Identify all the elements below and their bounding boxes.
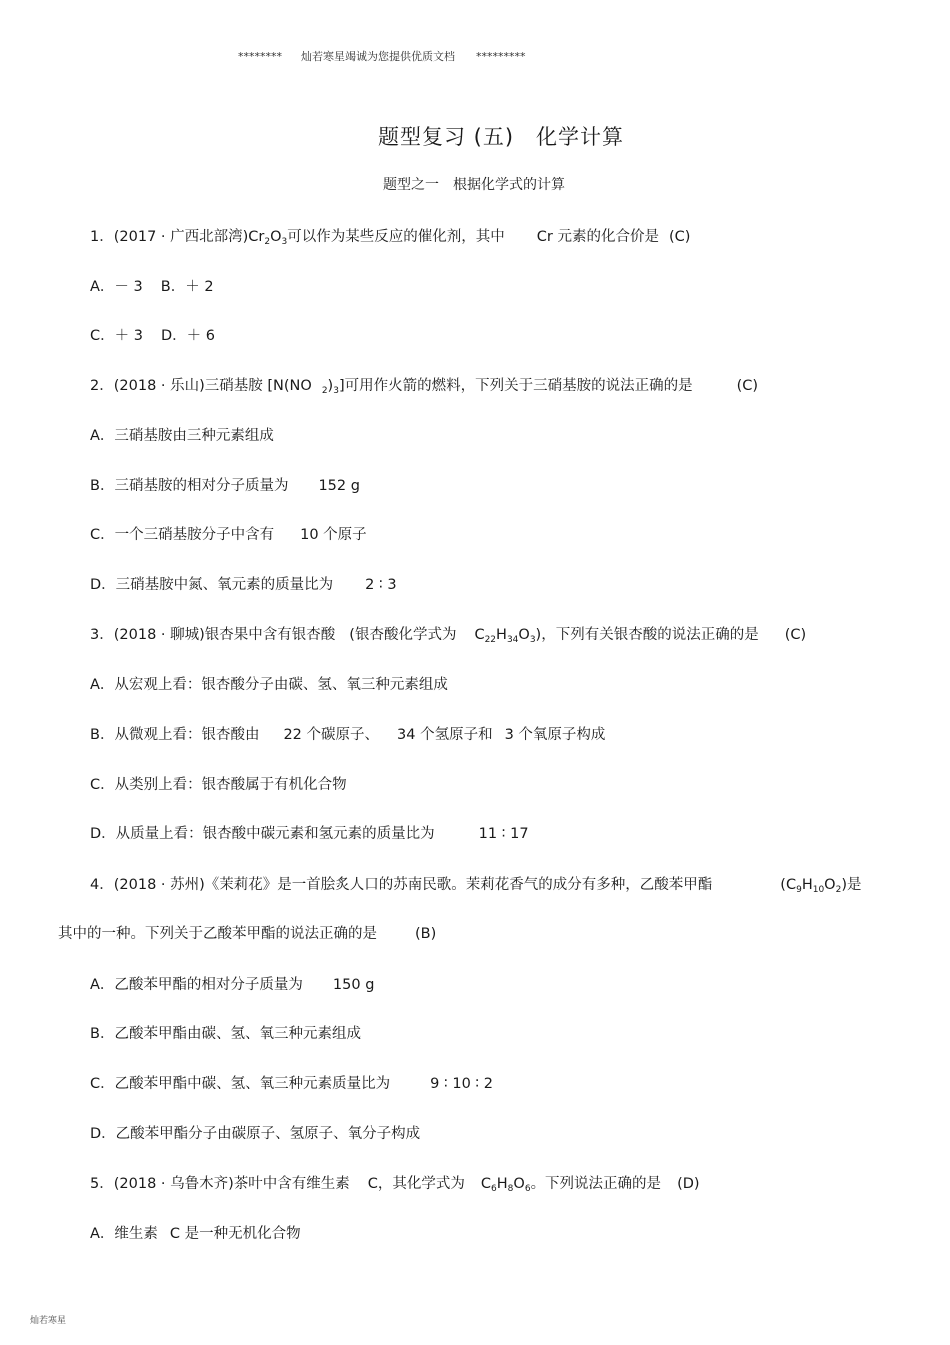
q2-option-a: A．三硝基胺由三种元素组成 [90,428,274,444]
q4-option-b: B．乙酸苯甲酯由碳、氢、氧三种元素组成 [90,1026,361,1042]
q1-options-cd: C．＋ 3 D．＋ 6 [90,328,215,344]
page-footer: 灿若寒星 [30,1316,67,1326]
answer: (C) [784,627,807,643]
question-3: 3．(2018 · 聊城)银杏果中含有银杏酸 (银杏酸化学式为 $C_{22}H_{34}O_3$)，下列有关银杏酸的说法正确的是 (C) [90,627,807,645]
question-4-continued: 其中的一种。下列关于乙酸苯甲酯的说法正确的是 (B) [58,926,437,942]
answer: (C) [668,229,691,245]
answer: (B) [415,926,437,942]
q2-option-d: D．三硝基胺中氮、氧元素的质量比为 2 ∶ 3 [90,577,397,593]
q3-option-b: B．从微观上看：银杏酸由 22 个碳原子、 34 个氢原子和 3 个氧原子构成 [90,727,606,743]
answer: (D) [677,1176,700,1192]
q3-option-d: D．从质量上看：银杏酸中碳元素和氢元素的质量比为 11 ∶ 17 [90,826,529,842]
question-1: 1．(2017 · 广西北部湾)$Cr_2O_3$可以作为某些反应的催化剂，其中 Cr 元素的化合价是 (C) [90,229,691,247]
q2-option-b: B．三硝基胺的相对分子质量为 152 g [90,478,360,494]
header-stars-right: ********* [476,50,526,63]
q1-options-ab: A．－ 3 B．＋ 2 [90,279,214,295]
header-text: 灿若寒星竭诚为您提供优质文档 [301,50,455,63]
q2-option-c: C．一个三硝基胺分子中含有 10 个原子 [90,527,367,543]
question-2: 2．(2018 · 乐山)三硝基胺 [N(NO $_2)_3$]可用作火箭的燃料，下列关于三硝基胺的说法正确的是 (C) [90,378,759,396]
q3-option-c: C．从类别上看：银杏酸属于有机化合物 [90,777,347,793]
answer: (C) [736,378,759,394]
header-stars-left: ******** [238,50,282,63]
q4-option-c: C．乙酸苯甲酯中碳、氢、氧三种元素质量比为 9 ∶ 10 ∶ 2 [90,1076,494,1092]
q5-option-a: A．维生素 C 是一种无机化合物 [90,1226,301,1242]
q3-option-a: A．从宏观上看：银杏酸分子由碳、氢、氧三种元素组成 [90,677,448,693]
q4-option-d: D．乙酸苯甲酯分子由碳原子、氢原子、氧分子构成 [90,1126,421,1142]
page-header [238,48,526,64]
section-subtitle: 题型之一 根据化学式的计算 [383,177,565,193]
q4-option-a: A．乙酸苯甲酯的相对分子质量为 150 g [90,977,375,993]
question-5: 5．(2018 · 乌鲁木齐)茶叶中含有维生素 C，其化学式为 $C_6H_8O_6$。下列说法正确的是 (D) [90,1176,700,1194]
question-4: 4．(2018 · 苏州)《茉莉花》是一首脍炙人口的苏南民歌。茉莉花香气的成分有多种，乙酸苯甲酯 $(C_9H_{10}O_2)$是 [90,877,862,895]
page-title: 题型复习 (五) 化学计算 [378,125,625,149]
